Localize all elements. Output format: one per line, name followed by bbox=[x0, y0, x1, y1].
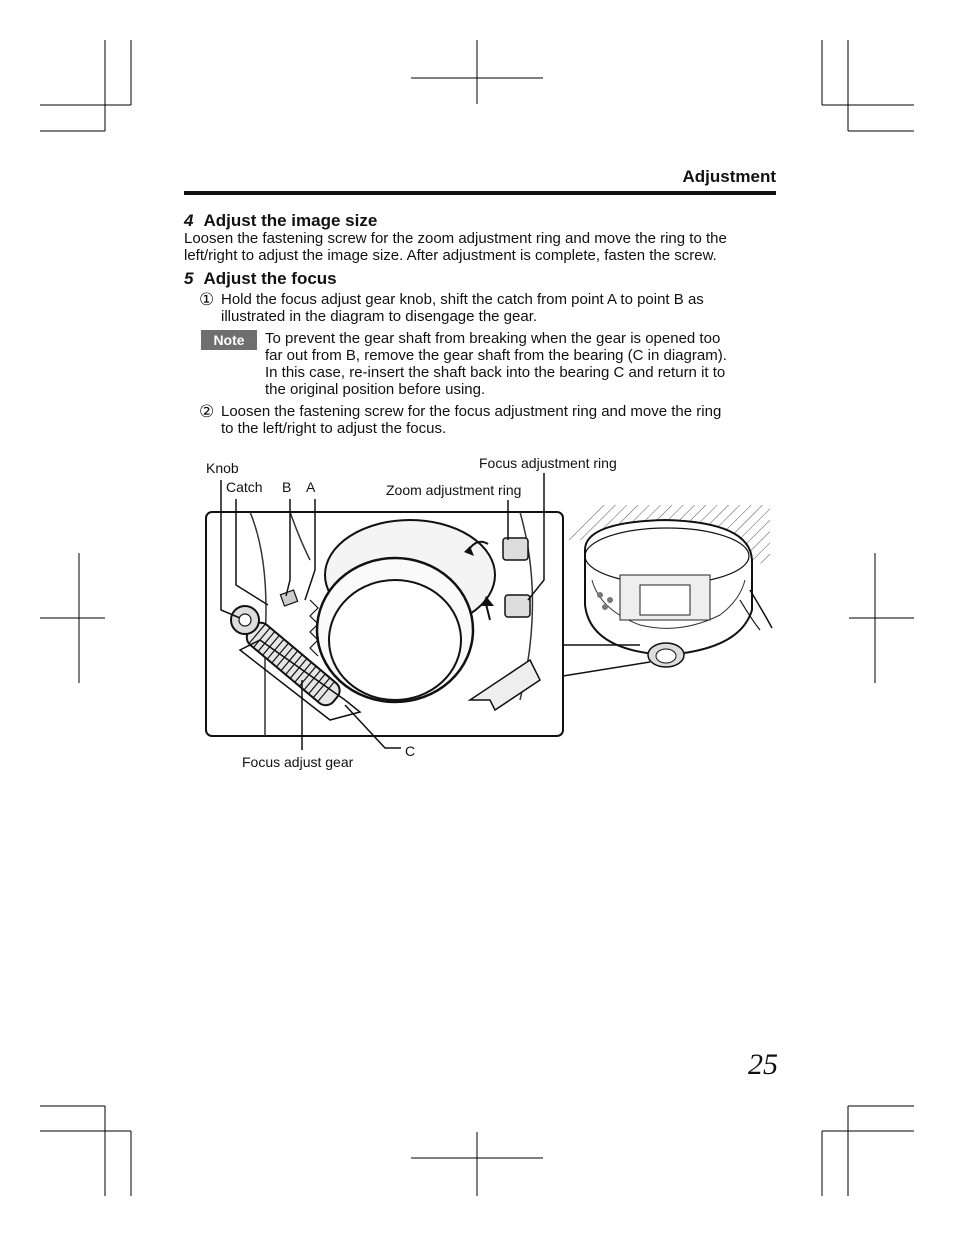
label-focus-ring: Focus adjustment ring bbox=[479, 455, 617, 471]
note-line: far out from B, remove the gear shaft from the bearing (C in diagram). bbox=[265, 347, 727, 364]
label-a: A bbox=[306, 479, 316, 495]
step4-line: Loosen the fastening screw for the zoom adjustment ring and move the ring to the bbox=[184, 230, 727, 247]
dome-camera-overview bbox=[565, 505, 772, 667]
label-knob: Knob bbox=[206, 460, 239, 476]
substep1-marker: ① bbox=[199, 290, 215, 309]
step5-title: Adjust the focus bbox=[203, 269, 337, 288]
note-line: In this case, re-insert the shaft back into the bearing C and return it to bbox=[265, 364, 726, 381]
note-line: To prevent the gear shaft from breaking when the gear is opened too bbox=[265, 330, 721, 347]
step4-number: 4 bbox=[184, 211, 194, 230]
substep1-line: illustrated in the diagram to disengage the gear. bbox=[221, 308, 538, 325]
label-focus-gear: Focus adjust gear bbox=[242, 754, 354, 770]
label-catch: Catch bbox=[226, 479, 263, 495]
substep2-line: Loosen the fastening screw for the focus adjustment ring and move the ring bbox=[221, 403, 722, 420]
substep1-line: Hold the focus adjust gear knob, shift the catch from point A to point B as bbox=[221, 291, 704, 308]
note-line: the original position before using. bbox=[265, 381, 486, 398]
note-badge: Note bbox=[201, 330, 257, 350]
label-zoom-ring: Zoom adjustment ring bbox=[386, 482, 522, 498]
step5-number: 5 bbox=[184, 269, 194, 288]
substep2-marker: ② bbox=[199, 402, 215, 421]
step4-line: left/right to adjust the image size. After adjustment is complete, fasten the screw. bbox=[184, 247, 717, 264]
substep2-line: to the left/right to adjust the focus. bbox=[221, 420, 447, 437]
label-c: C bbox=[405, 743, 416, 759]
section-title: Adjustment bbox=[682, 167, 776, 186]
page-number: 25 bbox=[748, 1048, 778, 1081]
label-b: B bbox=[282, 479, 292, 495]
step4-title: Adjust the image size bbox=[203, 211, 378, 230]
